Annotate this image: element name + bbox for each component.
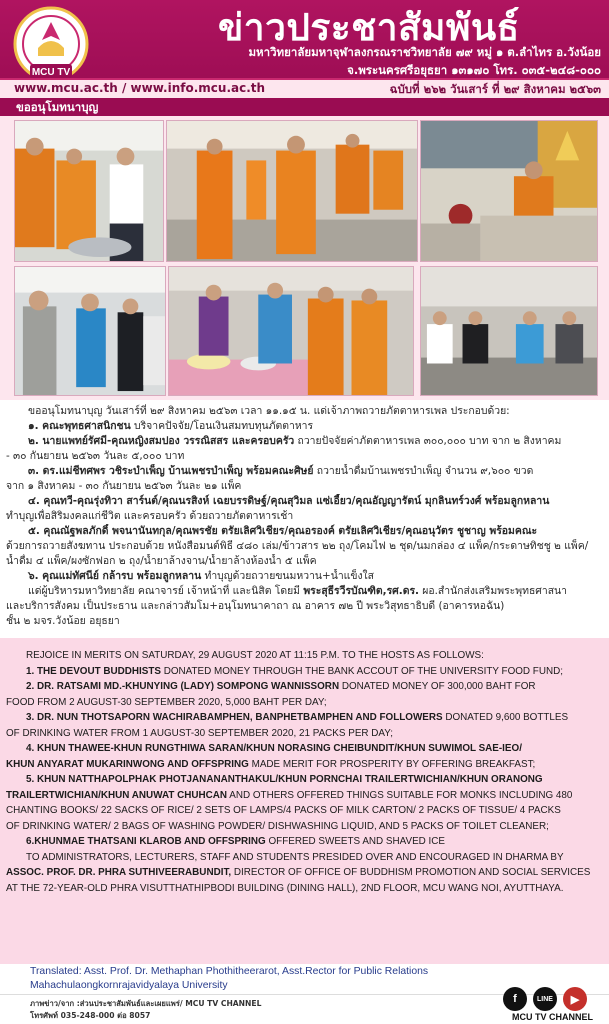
thai-item-4: ๔. คุณทวี-คุณรุ่งทิวา สาร์นต์/คุณนรสิงห์ เฉยบรรดิษฐ์/คุณสุวิมล แซ่เอี้ยว/คุณอัญญารัตน์ มุกลินทร์วงศ์ พร้อมลูกหลาน xyxy=(28,495,550,507)
eng-closing-cont2: AT THE 72-YEAR-OLD PHRA VISUTTHATHIPBODI BUILDING (DINING HALL), 2ND FLOOR, MCU WANG NOI, AYUTTHAYA. xyxy=(6,882,564,894)
eng-closing: TO ADMINISTRATORS, LECTURERS, STAFF AND STUDENTS PRESIDED OVER AND ENCOURAGED IN DHARMA BY xyxy=(26,851,564,863)
eng-item-2: 2. DR. RATSAMI MD.-KHUNYING (LADY) SOMPONG WANNISSORN DONATED MONEY OF 300,000 BAHT FOR xyxy=(26,681,536,692)
eng-item-5-cont: TRAILERTWICHIAN/KHUN ANUWAT CHUHCAN AND OTHERS OFFERED THINGS SUITABLE FOR MONKS INCLUDING 480 xyxy=(6,789,573,801)
eng-item-5-cont3: OF DRINKING WATER/ 2 BAGS OF WASHING POWDER/ DISHWASHING LIQUID, AND 5 PACKS OF TOILET CLEANER; xyxy=(6,820,549,832)
eng-item-5: 5. KHUN NATTHAPOLPHAK PHOTJANANANTHAKUL/KHUN PORNCHAI TRAILERTWICHIAN/KHUN ORANONG xyxy=(26,774,543,785)
eng-intro: REJOICE IN MERITS ON SATURDAY, 29 AUGUST 2020 AT 11:15 P.M. TO THE HOSTS AS FOLLOWS: xyxy=(26,650,484,661)
address-line-2: จ.พระนครศรีอยุธยา ๑๓๑๗๐ โทร. ๐๓๕-๒๔๘-๐๐๐ xyxy=(347,63,601,77)
thai-item-6: ๖. คุณแม่ทัศนีย์ กล้ารบ พร้อมลูกหลาน ทำบุญด้วยถวายขนมหวาน+น้ำแข็งใส xyxy=(28,570,374,582)
footer-credit-line-2: โทรศัพท์ 035-248-000 ต่อ 8057 xyxy=(30,1011,151,1020)
eng-item-1: 1. THE DEVOUT BUDDHISTS DONATED MONEY THROUGH THE BANK ACCOUT OF THE UNIVERSITY FOOD FUND; xyxy=(26,665,563,677)
translator-line-1: Translated: Asst. Prof. Dr. Methaphan Phothitheerarot, Asst.Rector for Public Relations xyxy=(30,966,429,977)
eng-item-3: 3. DR. NUN THOTSAPORN WACHIRABAMPHEN, BANPHETBAMPHEN AND FOLLOWERS DONATED 9,600 BOTTLES xyxy=(26,712,569,723)
photo-collage xyxy=(0,118,609,398)
url-bar xyxy=(0,78,609,98)
eng-item-5-cont2: CHANTING BOOKS/ 22 SACKS OF RICE/ 2 SETS OF LAMPS/4 PACKS OF MILK CARTON/ 2 PACKS OF TISSUE/ 4 PACKS xyxy=(6,805,561,816)
channel-name: MCU TV CHANNEL xyxy=(512,1012,593,1022)
photo-monk-procession xyxy=(166,120,418,262)
eng-item-3-cont: OF DRINKING WATER FROM 1 AUGUST-30 SEPTEMBER 2020, 21 PACKS PER DAY; xyxy=(6,727,393,739)
thai-item-3: ๓. ดร.แม่ชีทศพร วชิระบำเพ็ญ บ้านเพชรบำเพ็ญ พร้อมคณะศิษย์ ถวายน้ำดื่มบ้านเพชรบำเพ็ญ จำนวน ๙,๖๐๐ ขวด xyxy=(28,465,534,477)
thai-item-2: ๒. นายแพทย์รัศมี-คุณหญิงสมปอง วรรณิสสร และครอบครัว ถวายปัจจัยค่าภัตตาหารเพล ๓๐๐,๐๐๐ บาท จาก ๒ สิงหาคม xyxy=(28,435,562,447)
photo-monks-receiving-food xyxy=(14,120,164,262)
eng-item-4-cont: KHUN ANYARAT MUKARINWONG AND OFFSPRING MADE MERIT FOR PROSPERITY BY OFFERING BREAKFAST; xyxy=(6,758,536,770)
thai-item-5-cont2: น้ำดื่ม ๔ แพ็ค/ผงซักฟอก ๒ ถุง/น้ำยาล้างจาน/น้ำยาล้างห้องน้ำ ๕ แพ็ค xyxy=(6,555,317,567)
photo-donors-group xyxy=(14,266,166,396)
thai-item-1: ๑. คณะพุทธศาสนิกชน บริจาคปัจจัย/โอนเงินสมทบทุนภัตตาหาร xyxy=(28,420,314,432)
address-line-1: มหาวิทยาลัยมหาจุฬาลงกรณราชวิทยาลัย ๗๙ หมู่ ๑ ต.ลำไทร อ.วังน้อย xyxy=(248,45,601,59)
thai-item-4-cont: ทำบุญเพื่อสิริมงคลแก่ชีวิต และครอบครัว ด้วยถวายภัตตาหารเช้า xyxy=(6,510,294,522)
thai-closing-cont: และบริการสังคม เป็นประธาน และกล่าวสัมโม+อนุโมทนาคาถา ณ อาคาร ๗๒ ปี พระวิสุทธาธิบดี (อาคารหอฉัน) xyxy=(6,600,505,612)
translator-line-2: Mahachulaongkornrajavidyalaya University xyxy=(30,980,228,991)
youtube-icon[interactable]: ▶ xyxy=(563,987,587,1011)
issue-date: ฉบับที่ ๒๖๒ วันเสาร์ ที่ ๒๙ สิงหาคม ๒๕๖๓ xyxy=(389,82,601,96)
thai-intro: ขออนุโมทนาบุญ วันเสาร์ที่ ๒๙ สิงหาคม ๒๕๖๓ เวลา ๑๑.๑๕ น. แด่เจ้าภาพถวายภัตตาหารเพล ประกอบด้วย: xyxy=(28,405,510,417)
line-icon[interactable]: LINE xyxy=(533,987,557,1011)
photo-seated-donors xyxy=(420,266,598,396)
eng-closing-cont: ASSOC. PROF. DR. PHRA SUTHIVEERABUNDIT, DIRECTOR OF OFFICE OF BUDDHISM PROMOTION AND SOCIAL SERVICES xyxy=(6,867,591,878)
thai-item-3-cont: จาก ๑ สิงหาคม - ๓๐ กันยายน ๒๕๖๓ วันละ ๒๑ แพ็ค xyxy=(6,480,242,492)
thai-article xyxy=(0,400,609,638)
section-bar xyxy=(0,98,609,116)
footer-credit-line-1: ภาพข่าว/จาก :ส่วนประชาสัมพันธ์และเผยแพร่/ MCU TV CHANNEL xyxy=(30,999,262,1008)
social-icons xyxy=(503,987,587,1011)
photo-monk-blessing xyxy=(420,120,598,262)
english-article xyxy=(0,638,609,964)
photo-offering-food xyxy=(168,266,414,396)
eng-item-6: 6.KHUNMAE THATSANI KLAROB AND OFFSPRING OFFERED SWEETS AND SHAVED ICE xyxy=(26,836,445,847)
eng-item-2-cont: FOOD FROM 2 AUGUST-30 SEPTEMBER 2020, 5,000 BAHT PER DAY; xyxy=(6,696,327,708)
logo-text: MCU TV xyxy=(31,67,71,78)
section-label: ขออนุโมทนาบุญ xyxy=(16,100,99,114)
footer xyxy=(0,994,609,1024)
facebook-icon[interactable]: f xyxy=(503,987,527,1011)
thai-item-5: ๕. คุณณัฐพลภักดิ์ พจนานันทกุล/คุณพรชัย ตรัยเลิศวิเชียร/คุณอรองค์ ตรัยเลิศวิเชียร/คุณอนุวัตร ชูชาญ พร้อมคณะ xyxy=(28,525,538,537)
thai-item-5-cont: ด้วยการถวายสังฆทาน ประกอบด้วย หนังสือมนต์พิธี ๔๘๐ เล่ม/ข้าวสาร ๒๒ ถุง/โคมไฟ ๒ ชุด/นมกล่อง ๔ แพ็ค/กระดาษทิชชู ๒ แพ็ค/ xyxy=(6,540,589,552)
website-links[interactable]: www.mcu.ac.th / www.info.mcu.ac.th xyxy=(14,81,266,95)
eng-item-4: 4. KHUN THAWEE-KHUN RUNGTHIWA SARAN/KHUN NORASING CHEIBUNDIT/KHUN SUWIMOL SAE-IEO/ xyxy=(26,743,522,754)
footer-credit xyxy=(30,998,261,1022)
page-title: ข่าวประชาสัมพันธ์ xyxy=(218,6,520,49)
thai-closing: แด่ผู้บริหารมหาวิทยาลัย คณาจารย์ เจ้าหน้าที่ และนิสิต โดยมี พระสุธีรวีรบัณฑิต,รศ.ดร. ผอ.สำนักส่งเสริมพระพุทธศาสนา xyxy=(28,585,567,597)
thai-closing-cont2: ชั้น ๒ มจร.วังน้อย อยุธยา xyxy=(6,615,120,627)
thai-item-2-cont: - ๓๐ กันยายน ๒๕๖๓ วันละ ๕,๐๐๐ บาท xyxy=(6,450,185,462)
